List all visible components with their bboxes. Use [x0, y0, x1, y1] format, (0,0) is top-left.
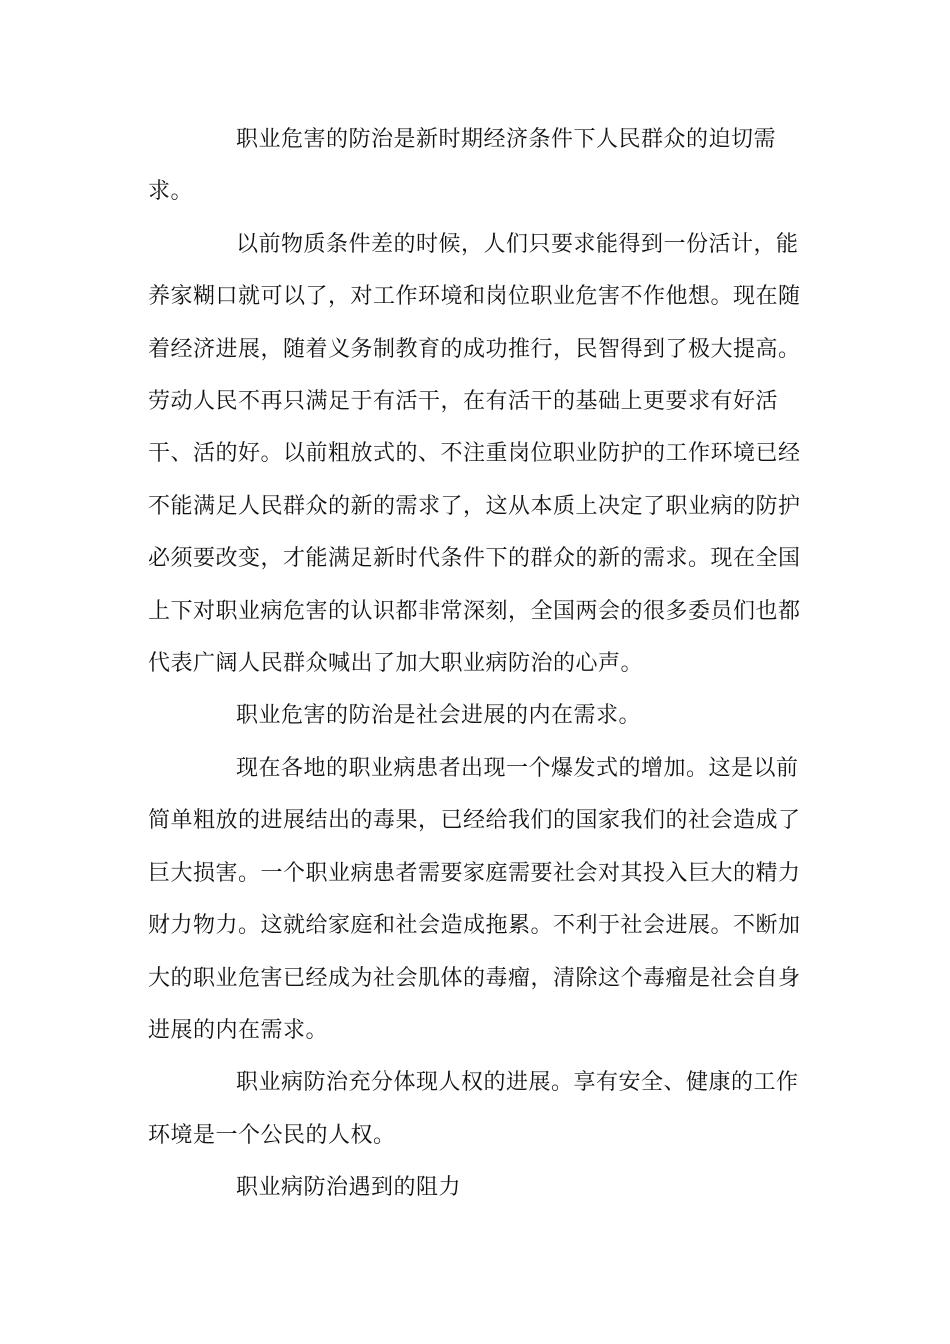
paragraph-4: 现在各地的职业病患者出现一个爆发式的增加。这是以前简单粗放的进展结出的毒果，已经给我们的国家我们的社会造成了巨大损害。一个职业病患者需要家庭需要社会对其投入巨大的精力财力物力。这就给家庭和社会造成拖累。不利于社会进展。不断加大的职业危害已经成为社会肌体的毒瘤，清除这个毒瘤是社会自身进展的内在需求。 [148, 755, 801, 1043]
paragraph-3: 职业危害的防治是社会进展的内在需求。 [236, 703, 642, 729]
paragraph-1: 职业危害的防治是新时期经济条件下人民群众的迫切需求。 [148, 127, 777, 205]
paragraph-6: 职业病防治遇到的阻力 [236, 1175, 462, 1201]
paragraph-5: 职业病防治充分体现人权的进展。享有安全、健康的工作环境是一个公民的人权。 [148, 1070, 799, 1148]
paragraph-2: 以前物质条件差的时候，人们只要求能得到一份活计，能养家糊口就可以了，对工作环境和岗位职业危害不作他想。现在随着经济进展，随着义务制教育的成功推行，民智得到了极大提高。劳动人民不再只满足于有活干，在有活干的基础上更要求有好活干、活的好。以前粗放式的、不注重岗位职业防护的工作环境已经不能满足人民群众的新的需求了，这从本质上决定了职业病的防护必须要改变，才能满足新时代条件下的群众的新的需求。现在全国上下对职业病危害的认识都非常深刻，全国两会的很多委员们也都代表广阔人民群众喊出了加大职业病防治的心声。 [148, 231, 801, 677]
document-body [148, 114, 808, 1215]
